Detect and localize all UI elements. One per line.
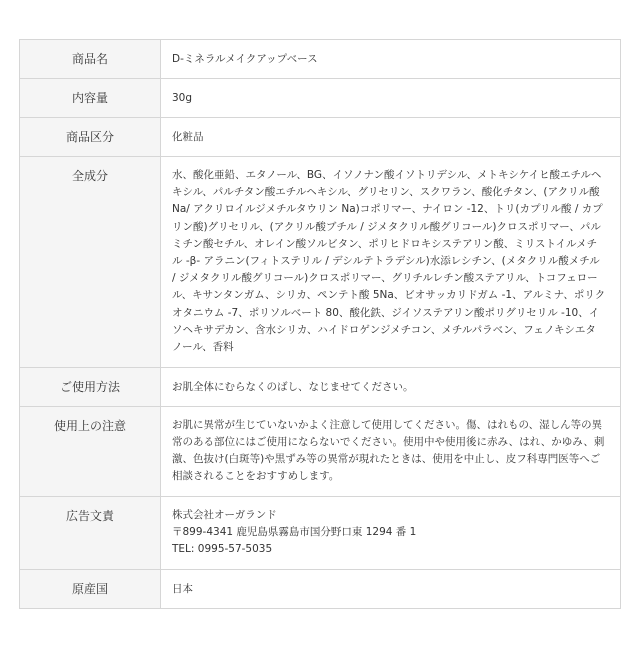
spec-row-ingredients — [20, 157, 621, 368]
spec-row-content-volume — [20, 79, 621, 118]
spec-label: ご使用方法 — [59, 380, 120, 395]
origin-value: 日本 — [172, 583, 193, 596]
spec-label: 商品区分 — [65, 130, 114, 144]
spec-value-cell — [161, 368, 621, 407]
spec-row-product-category — [20, 118, 621, 157]
spec-label-cell — [20, 40, 161, 79]
product-spec-table — [19, 39, 621, 609]
content-volume-value: 30g — [172, 92, 193, 104]
spec-value-cell — [161, 407, 621, 497]
spec-label: 内容量 — [71, 91, 108, 105]
advertiser-value: 株式会社オーガランド 〒899-4341 鹿児島県霧島市国分野口東 1294 番 1 TEL: 0995-57-5035 — [172, 509, 417, 556]
spec-label: 全成分 — [71, 169, 108, 183]
precautions-value: お肌に異常が生じていないかよく注意して使用してください。傷、はれもの、湿しん等の異常のある部位にはご使用にならないでください。使用中や使用後に赤み、はれ、かゆみ、刺激、色抜け(白斑等)や黒ずみ等の異常が現れたときは、使用を中止し、皮フ科専門医等へご相談されることをおすすめします。 — [172, 419, 605, 483]
spec-row-usage — [20, 368, 621, 407]
spec-label-cell — [20, 497, 161, 570]
spec-label-cell — [20, 368, 161, 407]
spec-label: 原産国 — [71, 582, 108, 597]
spec-row-advertiser — [20, 497, 621, 570]
ingredients-value: 水、酸化亜鉛、エタノール、BG、イソノナン酸イソトリデシル、メトキシケイヒ酸エチルヘキシル、パルチタン酸エチルヘキシル、グリセリン、スクワラン、酸化チタン、(アクリル酸Na/ アクリロイルジメチルタウリン Na)コポリマー、ナイロン -12、トリ(カプリル酸 / カプリン酸)グリセリル、(アクリル酸ブチル / ジメタクリル酸グリコール)クロスポリマー、パルミチン酸セチル、オレイン酸ソルビタン、ポリヒドロキシステアリン酸、ミリストイルメチル -β- アラニン(フィトステリル / デシルテトラデシル)水添レシチン、(メタクリル酸メチル / ジメタクリル酸グリコール)クロスポリマー、グリチルレチン酸ステアリル、トコフェロール、キサンタンガム、シリカ、ペンテト酸 5Na、ビオサッカリドガム -1、アルミナ、ポリクオタニウム -7、ポリソルベート 80、酸化鉄、ジイソステアリン酸ポリグリセリル -10、イソヘキサデカン、含水シリカ、ハイドロゲンジメチコン、メチルパラベン、フェノキシエタノール、香料 — [172, 169, 606, 354]
product-category-value: 化粧品 — [172, 131, 204, 143]
spec-value-cell — [161, 157, 621, 368]
spec-label: 使用上の注意 — [53, 419, 126, 434]
spec-value-cell — [161, 40, 621, 79]
spec-value-cell — [161, 497, 621, 570]
spec-row-product-name — [20, 40, 621, 79]
product-name-value: D-ミネラルメイクアップベース — [172, 53, 318, 65]
spec-row-precautions — [20, 407, 621, 497]
spec-row-origin — [20, 570, 621, 609]
spec-value-cell — [161, 570, 621, 609]
spec-value-cell — [161, 118, 621, 157]
spec-label-cell — [20, 118, 161, 157]
usage-value: お肌全体にむらなくのばし、なじませてください。 — [172, 381, 414, 394]
spec-label: 商品名 — [71, 52, 108, 66]
spec-label: 広告文責 — [65, 509, 114, 524]
spec-label-cell — [20, 407, 161, 497]
spec-label-cell — [20, 157, 161, 368]
spec-label-cell — [20, 79, 161, 118]
spec-label-cell — [20, 570, 161, 609]
spec-value-cell — [161, 79, 621, 118]
